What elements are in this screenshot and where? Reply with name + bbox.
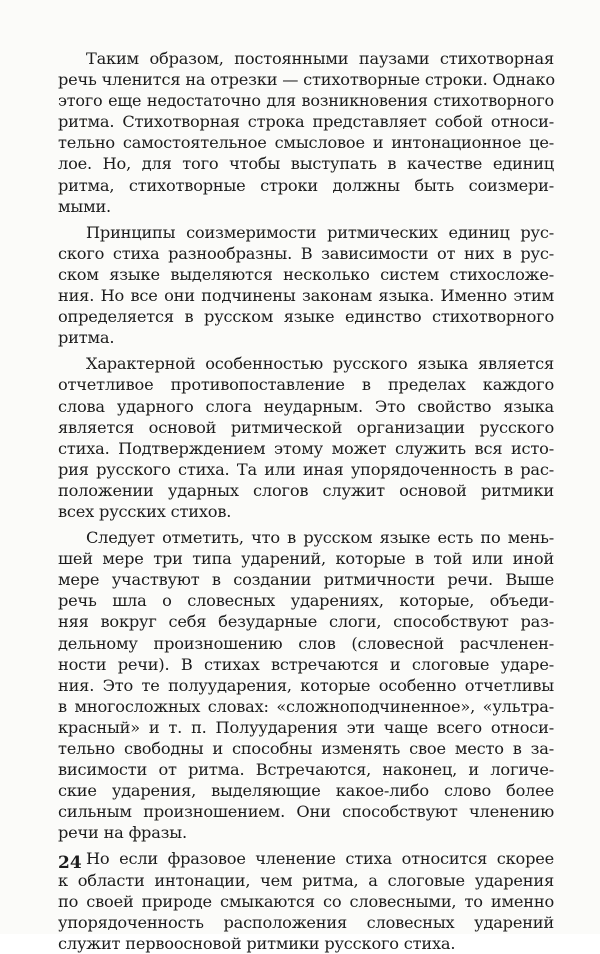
- text-line: ритма. Стихотворная строка представляет собой относи-: [58, 112, 554, 132]
- paragraph-5: [58, 848, 554, 953]
- text-line: лое. Но, для того чтобы выступать в качестве единиц: [58, 154, 554, 174]
- text-line: Характерной особенностью русского языка является: [86, 354, 554, 374]
- text-line: ского стиха разнообразны. В зависимости от них в рус-: [58, 243, 554, 263]
- text-line: шей мере три типа ударений, которые в той или иной: [58, 549, 554, 569]
- text-line: ния. Но все они подчинены законам языка. Именно этим: [58, 286, 554, 306]
- text-line: мере участвуют в создании ритмичности речи. Выше: [58, 570, 554, 590]
- text-line: тельно свободны и способны изменять свое место в за-: [58, 739, 554, 758]
- paragraph-2: [58, 222, 554, 349]
- text-line: Но если фразовое членение стиха относится скорее: [86, 849, 554, 869]
- text-line: сильным произношением. Они способствуют членению: [58, 802, 554, 822]
- text-line: рия русского стиха. Та или иная упорядоченность в рас-: [58, 459, 554, 479]
- text-line: ритма.: [58, 328, 115, 348]
- text-line: речь членится на отрезки — стихотворные строки. Однако: [58, 70, 555, 90]
- text-line: этого еще недостаточно для возникновения стихотворного: [58, 91, 554, 111]
- text-line: красный» и т. п. Полуударения эти чаще всего относи-: [58, 717, 554, 737]
- text-line: ния. Это те полуударения, которые особенно отчетливы: [58, 675, 554, 695]
- text-line: дельному произношению слов (словесной расчленен-: [58, 633, 554, 653]
- text-line: ском языке выделяются несколько систем стихосложе-: [58, 264, 554, 284]
- text-line: Принципы соизмеримости ритмических единиц рус-: [86, 222, 554, 242]
- text-line: всех русских стихов.: [58, 501, 232, 521]
- text-line: служит первоосновой ритмики русского стиха.: [58, 933, 456, 953]
- text-line: положении ударных слогов служит основой ритмики: [58, 480, 554, 500]
- text-line: речь шла о словесных ударениях, которые, объеди-: [58, 591, 554, 611]
- text-line: ские ударения, выделяющие какое-либо слово более: [58, 781, 554, 801]
- text-line: Следует отметить, что в русском языке есть по мень-: [86, 528, 554, 548]
- text-line: к области интонации, чем ритма, а слоговые ударения: [58, 870, 554, 890]
- text-line: стиха. Подтверждением этому может служить вся исто-: [58, 438, 554, 458]
- text-line: мыми.: [58, 196, 112, 216]
- text-line: слова ударного слога неударным. Это свойство языка: [58, 396, 554, 416]
- text-line: упорядоченность расположения словесных ударений: [58, 912, 554, 932]
- body-text: [58, 48, 554, 954]
- paragraph-3: [58, 353, 554, 522]
- text-line: речи на фразы.: [58, 823, 187, 843]
- text-line: висимости от ритма. Встречаются, наконец, и логиче-: [58, 760, 554, 780]
- text-line: Таким образом, постоянными паузами стихотворная: [86, 49, 554, 68]
- paragraph-4: [58, 527, 554, 843]
- text-line: в многосложных словах: «сложноподчиненное», «ультра-: [58, 696, 554, 716]
- text-line: ритма, стихотворные строки должны быть соизмери-: [58, 175, 554, 195]
- text-line: по своей природе смыкаются со словесными, то именно: [58, 891, 554, 911]
- paragraph-1: [58, 48, 554, 217]
- text-line: определяется в русском языке единство стихотворного: [58, 307, 554, 327]
- text-line: няя вокруг себя безударные слоги, способствуют раз-: [58, 612, 554, 632]
- text-line: отчетливое противопоставление в пределах каждого: [58, 375, 554, 395]
- text-line: является основой ритмической организации русского: [58, 417, 554, 437]
- text-line: тельно самостоятельное смысловое и интонационное це-: [58, 133, 554, 153]
- text-line: ности речи). В стихах встречаются и слоговые ударе-: [58, 654, 554, 674]
- page-number: 24: [58, 853, 82, 873]
